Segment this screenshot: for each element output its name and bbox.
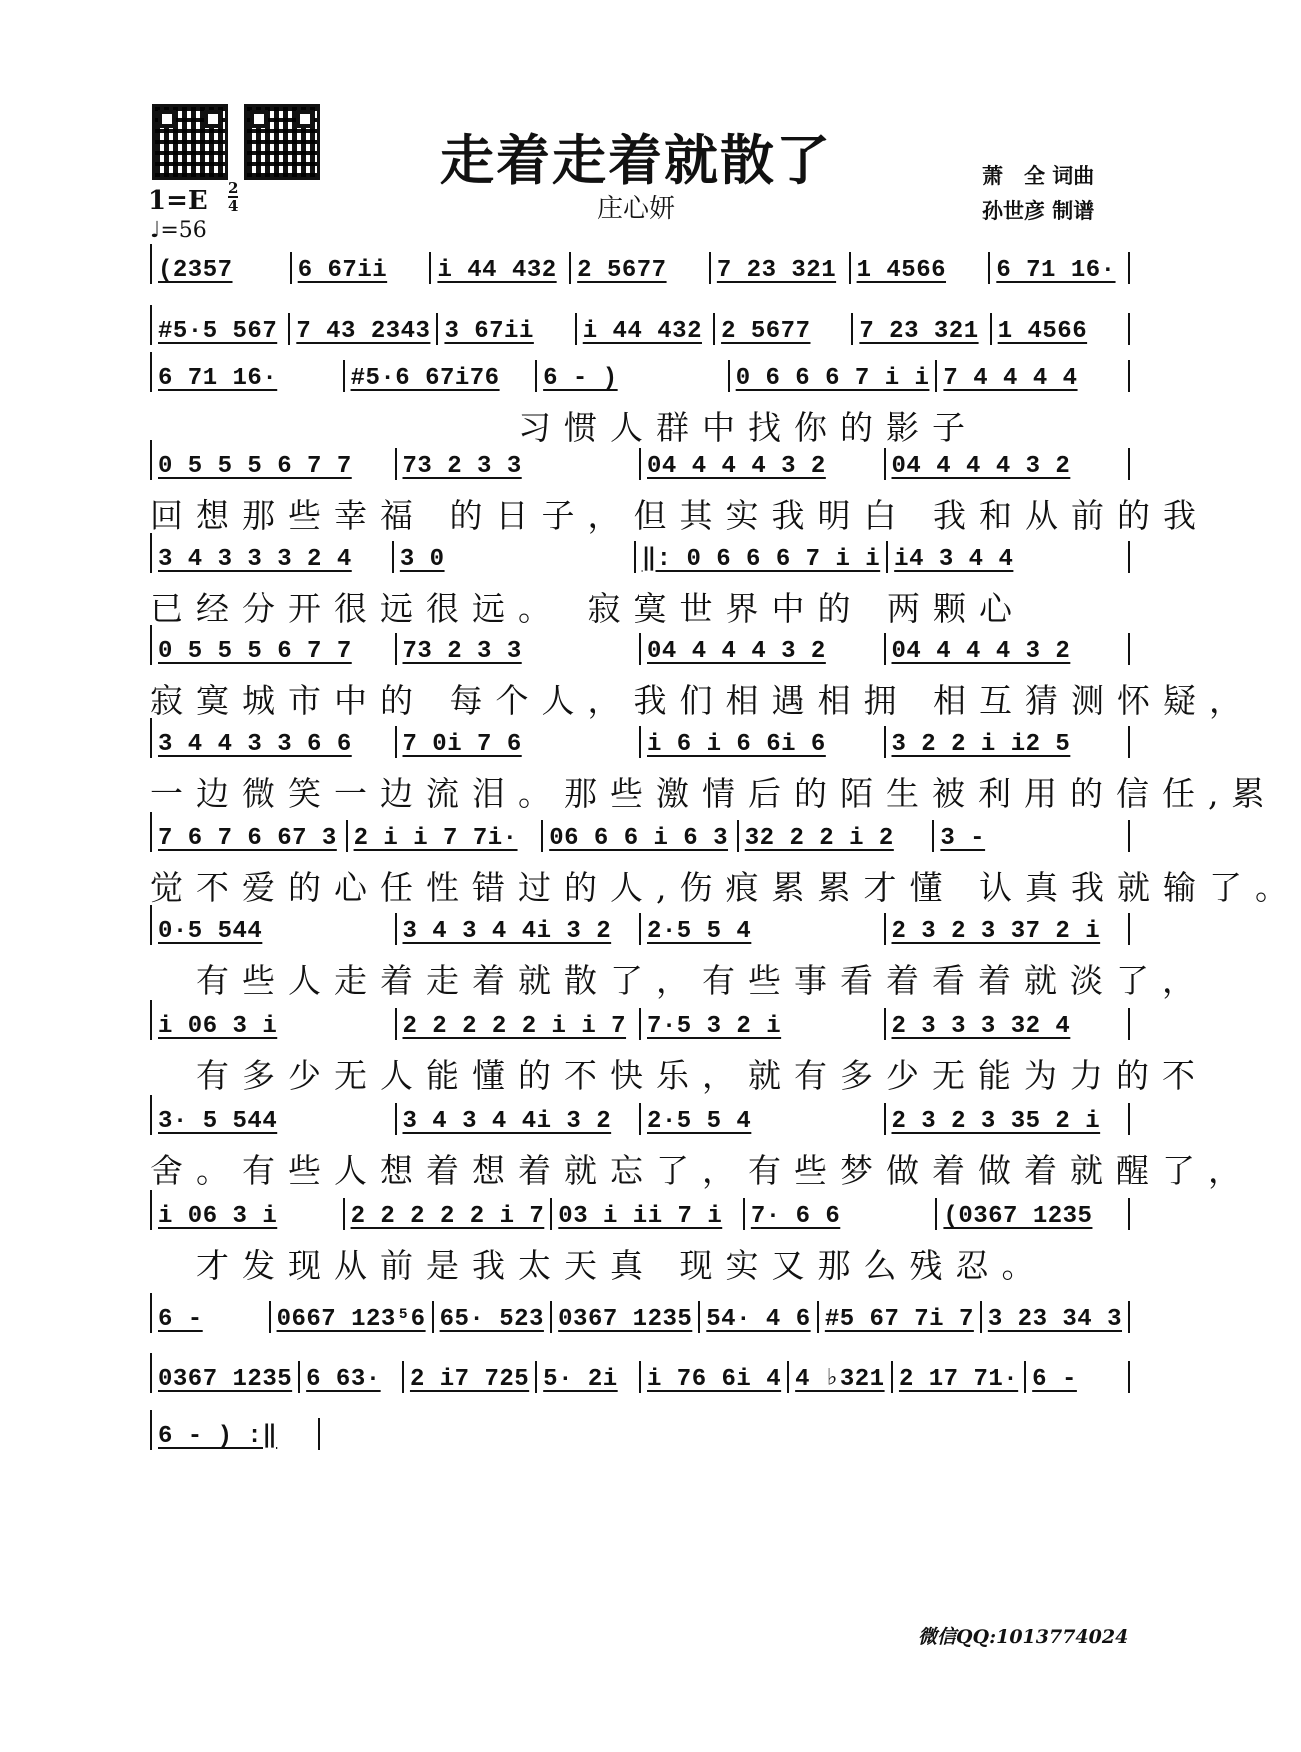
measure: #5·5 567 bbox=[152, 313, 290, 345]
measure: 73 2 3 3 bbox=[397, 448, 642, 480]
notes-line bbox=[150, 718, 1130, 758]
measure: 2 i i 7 7i· bbox=[348, 820, 544, 852]
lyric-line: 舍。有些人想着想着就忘了，有些梦做着做着就醒了， bbox=[150, 1151, 1254, 1190]
measure: i 44 432 bbox=[577, 313, 715, 345]
score-row bbox=[150, 244, 1130, 284]
measure: 3 23 34 3 bbox=[982, 1301, 1130, 1333]
score-row bbox=[150, 1353, 1130, 1393]
score-row bbox=[150, 1410, 320, 1450]
measure: 6 - ) :‖ bbox=[152, 1418, 320, 1450]
lyric-line: 习惯人群中找你的影子 bbox=[150, 408, 978, 447]
measure: 32 2 2 i 2 bbox=[739, 820, 935, 852]
measure: 3 4 3 4 4i 3 2 bbox=[397, 1103, 642, 1135]
measure: 4 ♭321 bbox=[789, 1361, 893, 1393]
notes-line bbox=[150, 533, 1130, 573]
measure: ‖: 0 6 6 6 7 i i bbox=[636, 541, 888, 573]
measure: 7 6 7 6 67 3 bbox=[152, 820, 348, 852]
measure: 03 i ii 7 i bbox=[552, 1198, 745, 1230]
lyric-line: 有些人走着走着就散了，有些事看着看着就淡了， bbox=[150, 961, 1208, 1000]
measure: 2 5677 bbox=[571, 252, 711, 284]
score-row bbox=[150, 1190, 1130, 1285]
score-row bbox=[150, 625, 1255, 720]
notes-line bbox=[150, 1190, 1130, 1230]
measure: 6 63· bbox=[300, 1361, 404, 1393]
measure: #5·6 67i76 bbox=[345, 360, 538, 392]
measure: 6 67ii bbox=[292, 252, 432, 284]
measure: 2 2 2 2 2 i 7 bbox=[345, 1198, 553, 1230]
measure: i 44 432 bbox=[431, 252, 571, 284]
measure: 04 4 4 4 3 2 bbox=[886, 633, 1131, 665]
lyric-line: 已经分开很远很远。 寂寞世界中的 两颗心 bbox=[150, 589, 1025, 628]
lyric-line: 才发现从前是我太天真 现实又那么残忍。 bbox=[150, 1246, 1048, 1285]
measure: 3 67ii bbox=[438, 313, 576, 345]
score-row bbox=[150, 1000, 1208, 1095]
arranger-credit: 孙世彦 制谱 bbox=[982, 198, 1095, 223]
measure: (0367 1235 bbox=[937, 1198, 1130, 1230]
score-row bbox=[150, 1095, 1254, 1190]
measure: 2 2 2 2 2 i i 7 bbox=[397, 1008, 642, 1040]
song-title: 走着走着就散了 bbox=[440, 128, 832, 192]
lyric-line: 回想那些幸福 的日子，但其实我明白 我和从前的我 bbox=[150, 496, 1209, 535]
notes-line bbox=[150, 1000, 1130, 1040]
measure: 6 - ) bbox=[537, 360, 730, 392]
measure: 7 0i 7 6 bbox=[397, 726, 642, 758]
notes-line bbox=[150, 905, 1130, 945]
measure: 7 23 321 bbox=[853, 313, 991, 345]
notes-line bbox=[150, 352, 1130, 392]
score-row bbox=[150, 533, 1130, 628]
notes-line bbox=[150, 1293, 1130, 1333]
lyric-line: 寂寞城市中的 每个人，我们相遇相拥 相互猜测怀疑， bbox=[150, 681, 1255, 720]
measure: 3 4 3 4 4i 3 2 bbox=[397, 913, 642, 945]
score-row bbox=[150, 440, 1209, 535]
time-sig-top: 2 bbox=[228, 179, 239, 197]
measure: 6 71 16· bbox=[152, 360, 345, 392]
composer-credit: 萧 全 词曲 bbox=[982, 163, 1095, 188]
measure: 6 - bbox=[1026, 1361, 1130, 1393]
measure: 0367 1235 bbox=[152, 1361, 300, 1393]
measure: 7 4 4 4 4 bbox=[937, 360, 1130, 392]
measure: 2 17 71· bbox=[893, 1361, 1026, 1393]
score-row bbox=[150, 305, 1130, 345]
measure: 2 5677 bbox=[715, 313, 853, 345]
measure: i 06 3 i bbox=[152, 1008, 397, 1040]
measure: 06 6 6 i 6 3 bbox=[543, 820, 739, 852]
notes-line bbox=[150, 812, 1130, 852]
measure: 5· 2i bbox=[537, 1361, 641, 1393]
measure: 3 2 2 i i2 5 bbox=[886, 726, 1131, 758]
measure: 73 2 3 3 bbox=[397, 633, 642, 665]
measure: 0 6 6 6 7 i i bbox=[730, 360, 938, 392]
measure: 1 4566 bbox=[851, 252, 991, 284]
measure: i 6 i 6 6i 6 bbox=[641, 726, 886, 758]
score-row bbox=[150, 352, 1130, 447]
score-row bbox=[150, 812, 1301, 907]
measure: 3· 5 544 bbox=[152, 1103, 397, 1135]
singer-name: 庄心妍 bbox=[596, 194, 675, 224]
notes-line bbox=[150, 305, 1130, 345]
measure: 0367 1235 bbox=[552, 1301, 700, 1333]
score-row bbox=[150, 1293, 1130, 1333]
score-row bbox=[150, 905, 1208, 1000]
measure: 0 5 5 5 6 7 7 bbox=[152, 633, 397, 665]
lyric-line: 觉不爱的心任性错过的人,伤痕累累才懂 认真我就输了。 bbox=[150, 868, 1301, 907]
measure: 2 i7 725 bbox=[404, 1361, 537, 1393]
measure: 54· 4 6 bbox=[700, 1301, 819, 1333]
notes-line bbox=[150, 244, 1130, 284]
measure: 6 71 16· bbox=[990, 252, 1130, 284]
measure: 3 0 bbox=[394, 541, 636, 573]
measure: 3 - bbox=[934, 820, 1130, 852]
measure: 2·5 5 4 bbox=[641, 1103, 886, 1135]
measure: i4 3 4 4 bbox=[888, 541, 1130, 573]
measure: 7 43 2343 bbox=[290, 313, 438, 345]
key-signature: 1=E bbox=[148, 186, 208, 216]
notes-line bbox=[150, 1095, 1130, 1135]
measure: 0 5 5 5 6 7 7 bbox=[152, 448, 397, 480]
measure: i 76 6i 4 bbox=[641, 1361, 789, 1393]
tempo-mark: ♩=56 bbox=[150, 218, 207, 243]
time-sig-bottom: 4 bbox=[228, 197, 239, 215]
measure: 04 4 4 4 3 2 bbox=[641, 633, 886, 665]
measure: 65· 523 bbox=[434, 1301, 553, 1333]
notes-line bbox=[150, 1410, 320, 1450]
measure: 1 4566 bbox=[992, 313, 1130, 345]
contact-footer: 微信QQ:1013774024 bbox=[918, 1626, 1129, 1648]
measure: 2·5 5 4 bbox=[641, 913, 886, 945]
measure: 2 3 2 3 35 2 i bbox=[886, 1103, 1131, 1135]
measure: 3 4 3 3 3 2 4 bbox=[152, 541, 394, 573]
measure: (2357 bbox=[152, 252, 292, 284]
notes-line bbox=[150, 625, 1130, 665]
measure: 2 3 3 3 32 4 bbox=[886, 1008, 1131, 1040]
measure: 04 4 4 4 3 2 bbox=[886, 448, 1131, 480]
measure: i 06 3 i bbox=[152, 1198, 345, 1230]
measure: 3 4 4 3 3 6 6 bbox=[152, 726, 397, 758]
measure: 04 4 4 4 3 2 bbox=[641, 448, 886, 480]
notes-line bbox=[150, 1353, 1130, 1393]
lyric-line: 一边微笑一边流泪。那些激情后的陌生被利用的信任,累 bbox=[150, 774, 1278, 813]
notes-line bbox=[150, 440, 1130, 480]
measure: 7· 6 6 bbox=[745, 1198, 938, 1230]
measure: 6 - bbox=[152, 1301, 271, 1333]
measure: 7 23 321 bbox=[711, 252, 851, 284]
time-signature bbox=[228, 180, 238, 214]
measure: 0·5 544 bbox=[152, 913, 397, 945]
measure: #5 67 7i 7 bbox=[819, 1301, 982, 1333]
lyric-line: 有多少无人能懂的不快乐，就有多少无能为力的不 bbox=[150, 1056, 1208, 1095]
score-row bbox=[150, 718, 1278, 813]
measure: 7·5 3 2 i bbox=[641, 1008, 886, 1040]
measure: 0667 123⁵6 bbox=[271, 1301, 434, 1333]
measure: 2 3 2 3 37 2 i bbox=[886, 913, 1131, 945]
